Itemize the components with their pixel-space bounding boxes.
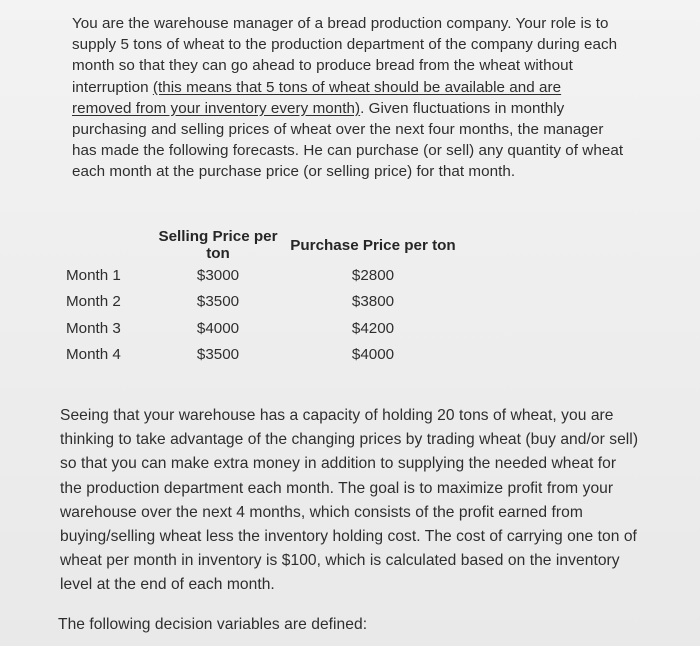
- table-row: [60, 342, 458, 369]
- purchase-price-cell: $3800: [351, 293, 395, 311]
- price-table: [60, 228, 458, 368]
- selling-price-cell: $4000: [196, 319, 240, 337]
- month-label: Month 4: [66, 346, 121, 364]
- intro-text-after: . Given fluctuations in monthly purchasing and selling prices of wheat over the next four months, the manager has made the following forecasts. He can purchase (or sell) any quantity of wheat each month at the purchase price (or selling price) for that month.: [72, 99, 624, 181]
- month-label: Month 2: [66, 293, 121, 311]
- selling-price-cell: $3500: [196, 346, 240, 364]
- table-row: [60, 315, 458, 342]
- selling-price-cell: $3500: [196, 293, 240, 311]
- intro-text-before: You are the warehouse manager of a bread production company. Your role is to supply 5 tons of wheat to the production department of the company during each month so that they can go ahead to produce bread from the wheat without interruption: [72, 15, 618, 96]
- header-purchase-price: Purchase Price per ton: [290, 236, 456, 254]
- table-row: [60, 262, 458, 289]
- month-label: Month 1: [66, 266, 121, 284]
- purchase-price-cell: $4200: [351, 319, 395, 337]
- header-selling-price: Selling Price per ton: [158, 228, 278, 262]
- header-month: [60, 228, 148, 262]
- purchase-price-cell: $2800: [351, 266, 395, 284]
- decision-variables-intro: The following decision variables are defined:: [58, 616, 368, 633]
- month-label: Month 3: [66, 319, 121, 337]
- purchase-price-cell: $4000: [351, 346, 395, 364]
- price-table-header-row: [60, 228, 458, 262]
- selling-price-cell: $3000: [196, 266, 240, 284]
- intro-paragraph: [72, 13, 624, 183]
- table-row: [60, 289, 458, 316]
- intro-underlined-text: (this means that 5 tons of wheat should be available and are removed from your inventory every month): [72, 78, 562, 117]
- capacity-paragraph: Seeing that your warehouse has a capacity of holding 20 tons of wheat, you are thinking to take advantage of the changing prices by trading wheat (buy and/or sell) so that you can make extra money in addition to supplying the needed wheat for the production department each month. The goal is to maximize profit from your warehouse over the next 4 months, which consists of the profit earned from buying/selling wheat less the inventory holding cost. The cost of carrying one ton of wheat per month in inventory is $100, which is calculated based on the inventory level at the end of each month.: [60, 407, 639, 594]
